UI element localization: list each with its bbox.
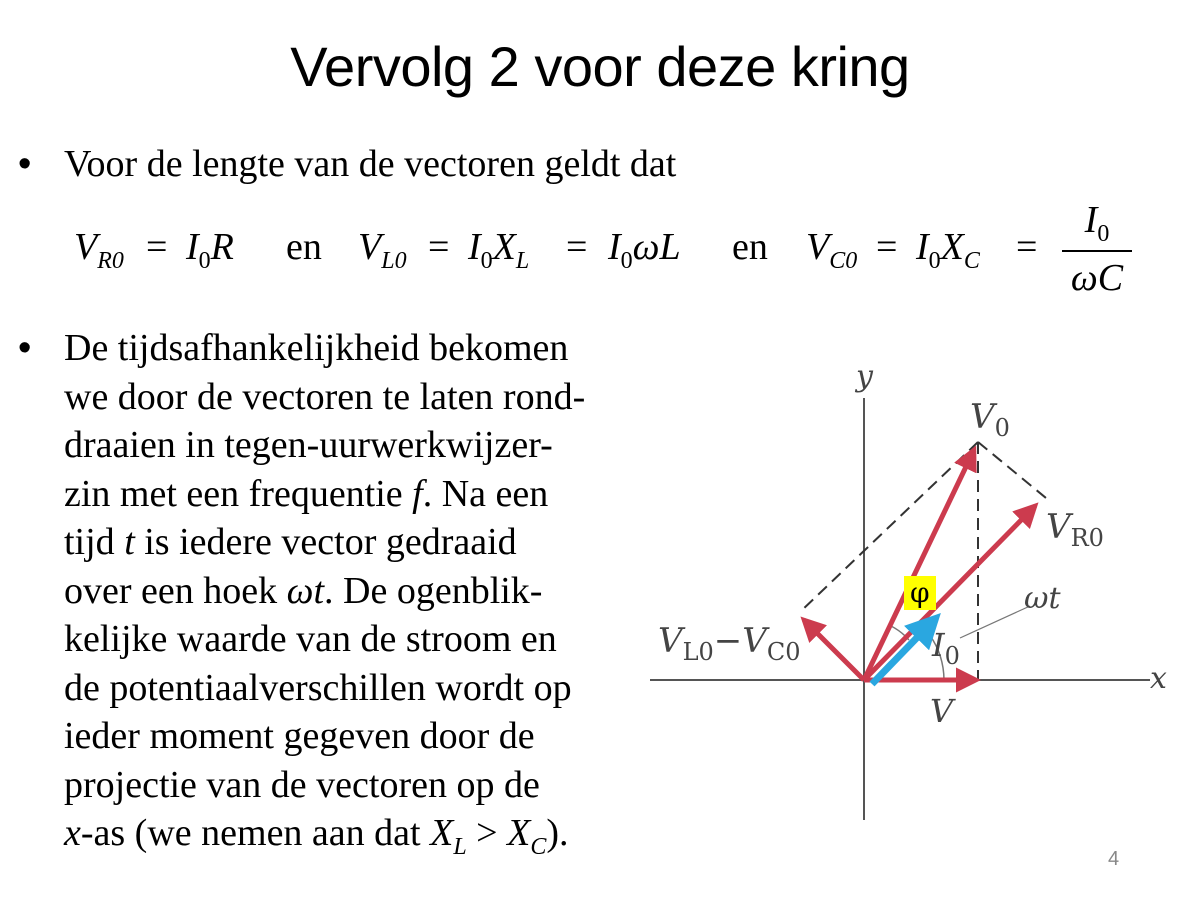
slide-title: Vervolg 2 voor deze kring — [290, 35, 910, 98]
fraction-bar — [1062, 250, 1132, 252]
eq-i0-r: $I_0R$ — [186, 226, 234, 274]
fraction-denominator: ωC — [1070, 257, 1124, 299]
i0-vector-arrow — [872, 618, 936, 684]
eq-equals-2: = — [428, 226, 450, 268]
phi-label: φ — [910, 576, 930, 609]
eq-equals-3: = — [566, 226, 588, 268]
x-axis-label: x — [1150, 661, 1167, 696]
eq-fraction — [1062, 196, 1132, 302]
eq-i0-xc: $I_0X_C$ — [916, 226, 980, 274]
eq-vl0: $V_{L0}$ — [358, 226, 407, 274]
dashed-v0-vr0 — [978, 442, 1046, 498]
bullet-2-line: De tijdsafhankelijkheid bekomen — [64, 327, 569, 369]
page-number: 4 — [1108, 848, 1120, 870]
vl0-minus-vc0-label: $V_{L0}-V_{C0}$ — [658, 621, 801, 666]
bullet-dot: • — [18, 143, 32, 185]
v0-label: $V_0$ — [970, 397, 1010, 442]
bullet-2-line: projectie van de vectoren op de — [64, 763, 540, 806]
fraction-numerator: $I_0$ — [1084, 199, 1110, 247]
eq-en-2: en — [732, 226, 768, 268]
eq-vr0: $V_{R0}$ — [74, 226, 124, 274]
bullet-dot: • — [18, 327, 32, 369]
omega-t-label: ωt — [1024, 581, 1061, 616]
eq-en-1: en — [286, 226, 322, 268]
bullet-2-line: tijd t is iedere vector gedraaid — [64, 521, 517, 563]
bullet-2-line: ieder moment gegeven door de — [64, 715, 535, 757]
eq-i0-xl: $I_0X_L$ — [468, 226, 530, 274]
bullet-1-text: Voor de lengte van de vectoren geldt dat — [64, 143, 677, 185]
vlc-vector-arrow — [804, 620, 864, 680]
bullet-2-line: draaien in tegen-uurwerkwijzer- — [64, 424, 553, 466]
omega-t-leader — [960, 606, 1030, 638]
eq-i0-omega-l: $I_0\omega L$ — [608, 226, 681, 274]
phasor-diagram — [640, 350, 1190, 830]
bullet-2 — [18, 324, 644, 860]
i0-label: $I_0$ — [932, 626, 960, 670]
eq-equals-1: = — [146, 226, 168, 268]
bullet-2-line: x-as (we nemen aan dat $X_L > X_C$). — [64, 812, 569, 860]
bullet-2-line: over een hoek ωt. De ogenblik- — [64, 569, 543, 612]
eq-equals-4: = — [876, 226, 898, 268]
bullet-2-line: zin met een frequentie f. Na een — [64, 472, 549, 515]
v-label: V — [930, 692, 954, 730]
bullet-2-line: kelijke waarde van de stroom en — [64, 618, 557, 660]
eq-equals-5: = — [1016, 226, 1038, 268]
bullet-1 — [18, 140, 964, 188]
dashed-v0-vlc — [800, 442, 978, 612]
bullet-2-line: we door de vectoren te laten rond- — [64, 375, 586, 418]
vr0-label: $V_{R0}$ — [1046, 507, 1104, 552]
eq-vc0: $V_{C0}$ — [806, 226, 858, 274]
y-axis-label: y — [856, 359, 873, 394]
bullet-2-line: de potentiaalverschillen wordt op — [64, 666, 572, 709]
